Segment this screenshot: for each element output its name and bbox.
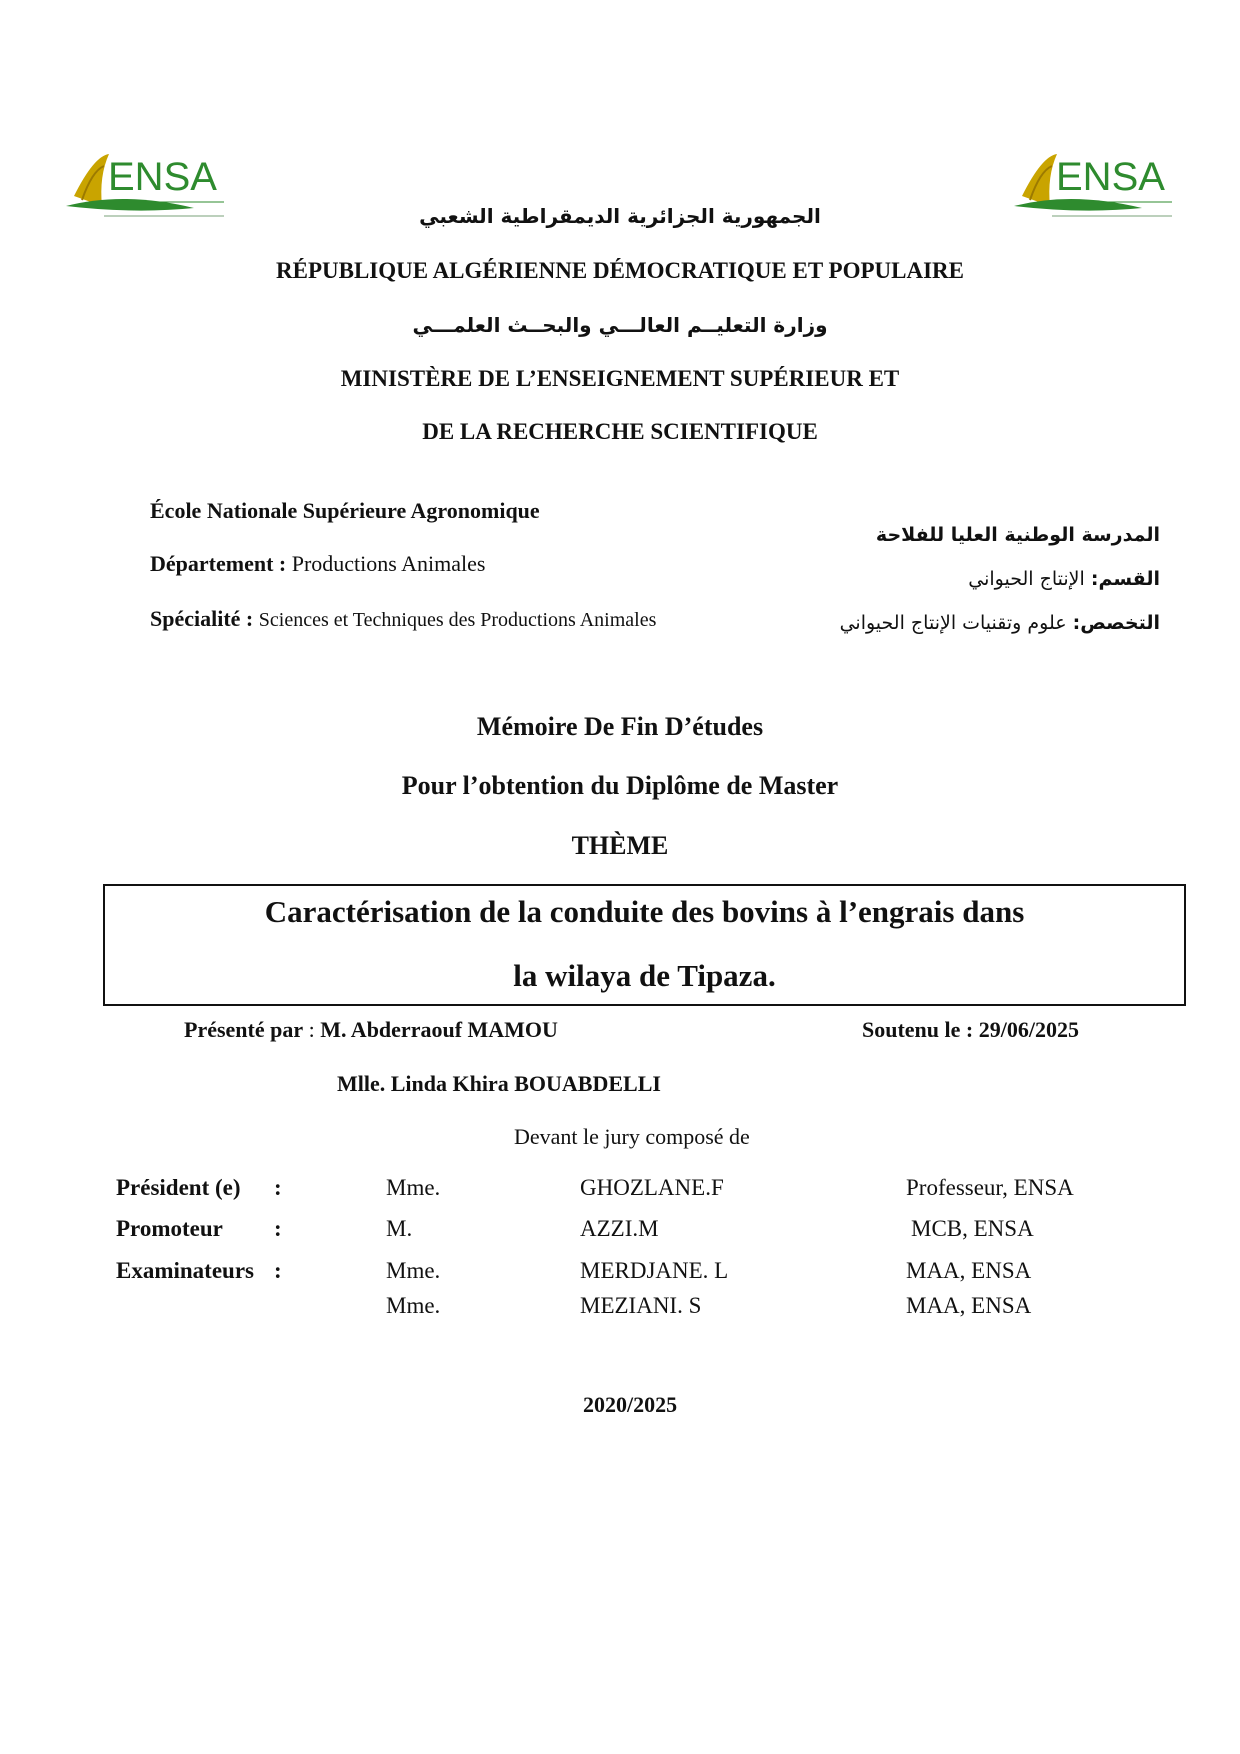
author-2: Mlle. Linda Khira BOUABDELLI bbox=[337, 1071, 661, 1096]
theme-label: THÈME bbox=[571, 831, 669, 860]
department-fr bbox=[150, 551, 485, 577]
jury-role: Président (e) bbox=[116, 1175, 241, 1200]
jury-name: AZZI.M bbox=[580, 1216, 659, 1241]
jury-affiliation: MAA, ENSA bbox=[906, 1293, 1032, 1318]
academic-year: 2020/2025 bbox=[583, 1392, 678, 1417]
specialty-value: Sciences et Techniques des Productions Animales bbox=[258, 609, 657, 631]
specialty-label: Spécialité : bbox=[150, 606, 254, 631]
presented-sep: : bbox=[303, 1017, 321, 1042]
jury-role: Promoteur bbox=[116, 1216, 223, 1241]
ministry-ar: وزارة التعليــم العالـــي والبحــث العلمـــي bbox=[412, 313, 828, 337]
department-ar-label: القسم: bbox=[1090, 568, 1160, 590]
defended-label: Soutenu le : bbox=[862, 1017, 974, 1042]
presented-label: Présenté par bbox=[184, 1017, 304, 1042]
jury-affiliation: MCB, ENSA bbox=[911, 1216, 1034, 1241]
theme-title-line2: la wilaya de Tipaza. bbox=[513, 958, 776, 993]
ministry-fr-line1: MINISTÈRE DE L’ENSEIGNEMENT SUPÉRIEUR ET bbox=[340, 366, 900, 391]
jury-name: MERDJANE. L bbox=[580, 1258, 729, 1283]
jury-intro: Devant le jury composé de bbox=[514, 1124, 750, 1149]
republic-fr: RÉPUBLIQUE ALGÉRIENNE DÉMOCRATIQUE ET POPULAIRE bbox=[276, 258, 964, 283]
department-ar bbox=[968, 568, 1160, 590]
presented-by bbox=[184, 1017, 558, 1043]
jury-row bbox=[0, 1258, 1240, 1288]
jury-colon: : bbox=[274, 1258, 282, 1283]
logo-text: ENSA bbox=[1056, 155, 1165, 199]
jury-name: MEZIANI. S bbox=[580, 1293, 702, 1318]
specialty-ar-value: علوم وتقنيات الإنتاج الحيواني bbox=[839, 612, 1067, 634]
department-label: Département : bbox=[150, 551, 287, 576]
jury-colon: : bbox=[274, 1175, 282, 1200]
author-1: M. Abderraouf MAMOU bbox=[320, 1017, 558, 1042]
memoire-title: Mémoire De Fin D’études bbox=[476, 712, 764, 741]
jury-title: Mme. bbox=[386, 1293, 441, 1318]
specialty-fr bbox=[150, 606, 656, 632]
defended-date: 29/06/2025 bbox=[978, 1017, 1079, 1042]
theme-title-line1: Caractérisation de la conduite des bovins à l’engrais dans bbox=[264, 894, 1025, 929]
defended-on bbox=[862, 1017, 1079, 1043]
department-value: Productions Animales bbox=[291, 551, 486, 576]
jury-title: Mme. bbox=[386, 1258, 441, 1283]
logo-text: ENSA bbox=[108, 155, 217, 199]
ministry-fr-line2: DE LA RECHERCHE SCIENTIFIQUE bbox=[422, 419, 818, 444]
jury-title: M. bbox=[386, 1216, 413, 1241]
jury-name: GHOZLANE.F bbox=[580, 1175, 724, 1200]
school-fr: École Nationale Supérieure Agronomique bbox=[150, 498, 540, 523]
jury-role: Examinateurs bbox=[116, 1258, 254, 1283]
jury-affiliation: Professeur, ENSA bbox=[906, 1175, 1074, 1200]
specialty-ar-label: التخصص: bbox=[1072, 612, 1160, 634]
specialty-ar bbox=[840, 612, 1160, 634]
jury-title: Mme. bbox=[386, 1175, 441, 1200]
theme-box bbox=[103, 884, 1186, 1006]
jury-row bbox=[0, 1175, 1240, 1205]
diploma-line: Pour l’obtention du Diplôme de Master bbox=[401, 771, 839, 800]
jury-colon: : bbox=[274, 1216, 282, 1241]
jury-row bbox=[0, 1293, 1240, 1323]
school-ar: المدرسة الوطنية العليا للفلاحة bbox=[875, 524, 1160, 546]
department-ar-value: الإنتاج الحيواني bbox=[968, 568, 1085, 590]
jury-row bbox=[0, 1216, 1240, 1246]
jury-affiliation: MAA, ENSA bbox=[906, 1258, 1032, 1283]
republic-ar: الجمهورية الجزائرية الديمقراطية الشعبي bbox=[419, 204, 821, 228]
